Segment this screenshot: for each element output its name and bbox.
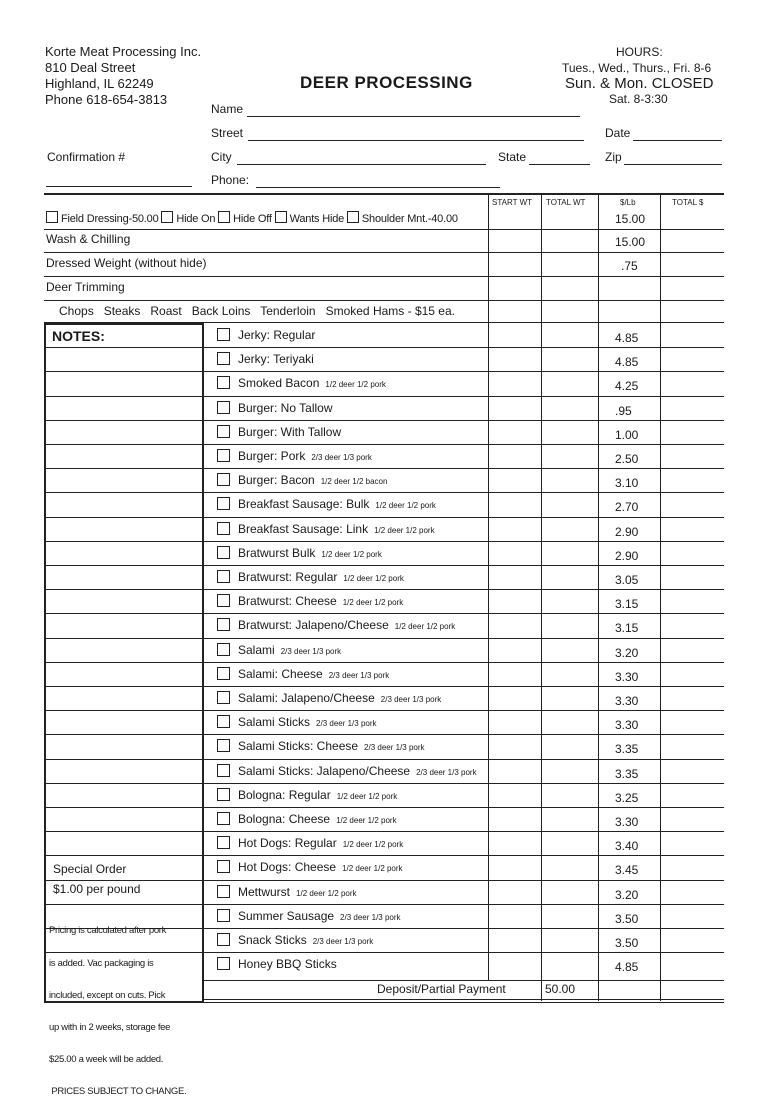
row-rule bbox=[44, 638, 724, 639]
product-name: Salami: Cheese bbox=[238, 666, 323, 681]
product-label bbox=[238, 473, 387, 487]
table-bottom-rule bbox=[202, 999, 724, 1000]
product-label bbox=[238, 885, 357, 899]
product-checkbox[interactable] bbox=[217, 788, 230, 801]
row-rule bbox=[44, 589, 724, 590]
product-name: Salami Sticks: Cheese bbox=[238, 739, 359, 754]
product-checkbox[interactable] bbox=[217, 352, 230, 365]
product-ratio-note: 1/2 deer 1/2 pork bbox=[325, 380, 386, 390]
wash-chilling-label: Wash & Chilling bbox=[46, 232, 131, 246]
fine-print-line: Pricing is calculated after pork bbox=[49, 925, 167, 937]
product-price: 3.30 bbox=[615, 669, 639, 684]
product-checkbox[interactable] bbox=[217, 328, 230, 341]
product-checkbox[interactable] bbox=[217, 570, 230, 583]
product-price: 3.30 bbox=[615, 694, 639, 708]
product-ratio-note: 2/3 deer 1/3 pork bbox=[311, 453, 372, 462]
row-rule bbox=[44, 492, 724, 493]
row-rule bbox=[44, 662, 724, 663]
zip-field[interactable] bbox=[624, 152, 722, 165]
product-name: Burger: Bacon bbox=[238, 473, 315, 488]
product-label bbox=[238, 957, 337, 971]
row-rule bbox=[44, 759, 724, 760]
product-ratio-note: 1/2 deer 1/2 pork bbox=[374, 525, 435, 535]
product-label bbox=[238, 812, 397, 826]
page-title: DEER PROCESSING bbox=[300, 73, 473, 92]
product-label bbox=[238, 328, 315, 342]
product-price: 1.00 bbox=[615, 427, 639, 442]
product-price: 2.70 bbox=[615, 500, 639, 515]
product-checkbox[interactable] bbox=[217, 764, 230, 777]
product-ratio-note: 1/2 deer 1/2 pork bbox=[343, 574, 404, 583]
product-name: Smoked Bacon bbox=[238, 376, 320, 391]
product-price: 3.30 bbox=[615, 718, 639, 733]
fine-print-line: is added. Vac packaging is bbox=[49, 957, 154, 969]
product-checkbox[interactable] bbox=[217, 473, 230, 486]
city-label: City bbox=[211, 150, 232, 164]
product-name: Jerky: Teriyaki bbox=[238, 352, 314, 367]
product-checkbox[interactable] bbox=[217, 836, 230, 849]
product-name: Breakfast Sausage: Bulk bbox=[238, 497, 370, 512]
hide-on-checkbox[interactable] bbox=[161, 211, 173, 223]
table-bottom-double-rule bbox=[202, 1002, 724, 1003]
row-rule bbox=[44, 831, 724, 832]
product-label bbox=[238, 570, 404, 584]
special-order-rate: $1.00 per pound bbox=[53, 882, 141, 896]
product-label bbox=[238, 788, 397, 802]
product-checkbox[interactable] bbox=[217, 618, 230, 631]
product-ratio-note: 2/3 deer 1/3 pork bbox=[380, 695, 442, 704]
product-checkbox[interactable] bbox=[217, 933, 230, 946]
row-rule bbox=[44, 880, 724, 881]
hours-closed: Sun. & Mon. CLOSED bbox=[565, 75, 714, 92]
row-rule bbox=[44, 444, 724, 445]
product-checkbox[interactable] bbox=[217, 522, 230, 535]
product-name: Bratwurst: Regular bbox=[238, 570, 338, 584]
confirmation-label: Confirmation # bbox=[47, 150, 126, 164]
product-price: 3.15 bbox=[615, 621, 639, 636]
product-name: Salami: Jalapeno/Cheese bbox=[238, 691, 375, 705]
row-rule bbox=[44, 783, 724, 784]
product-price: 3.25 bbox=[615, 790, 639, 805]
product-checkbox[interactable] bbox=[217, 739, 230, 752]
state-label: State bbox=[498, 150, 527, 164]
product-checkbox[interactable] bbox=[217, 425, 230, 438]
product-checkbox[interactable] bbox=[217, 401, 230, 414]
service-option-label: Shoulder Mnt.-40.00 bbox=[361, 213, 458, 225]
header-per-lb: $/Lb bbox=[620, 198, 636, 207]
product-name: Jerky: Regular bbox=[238, 328, 316, 342]
product-name: Burger: No Tallow bbox=[238, 400, 333, 415]
product-price: 4.85 bbox=[615, 331, 639, 345]
product-label bbox=[238, 618, 455, 632]
product-label bbox=[238, 715, 377, 729]
product-ratio-note: 1/2 deer 1/2 pork bbox=[342, 864, 403, 874]
product-name: Breakfast Sausage: Link bbox=[238, 521, 369, 536]
fine-print-line: up with in 2 weeks, storage fee bbox=[49, 1021, 171, 1033]
product-price: .95 bbox=[615, 403, 632, 418]
field-dressing-checkbox[interactable] bbox=[46, 211, 58, 223]
row-rule bbox=[44, 276, 724, 277]
product-ratio-note: 1/2 deer 1/2 bacon bbox=[320, 477, 388, 487]
row-rule bbox=[44, 300, 724, 301]
product-label bbox=[238, 376, 386, 390]
product-ratio-note: 1/2 deer 1/2 pork bbox=[336, 791, 398, 801]
row-rule bbox=[44, 710, 724, 711]
product-checkbox[interactable] bbox=[217, 643, 230, 656]
service-option-label: Field Dressing-50.00 bbox=[61, 213, 159, 225]
notes-box[interactable] bbox=[44, 323, 204, 1003]
state-field[interactable] bbox=[529, 152, 590, 165]
product-price: 3.35 bbox=[615, 742, 639, 757]
product-price: 2.90 bbox=[615, 548, 639, 563]
row-rule bbox=[44, 541, 724, 542]
product-name: Salami bbox=[238, 642, 275, 657]
product-checkbox[interactable] bbox=[217, 667, 230, 680]
product-label bbox=[238, 352, 314, 366]
hours-saturday: Sat. 8-3:30 bbox=[609, 92, 668, 106]
product-name: Hot Dogs: Regular bbox=[238, 836, 337, 851]
product-price: 4.25 bbox=[615, 379, 639, 394]
product-ratio-note: 1/2 deer 1/2 pork bbox=[375, 501, 436, 511]
special-order-label: Special Order bbox=[53, 862, 127, 876]
row-rule bbox=[44, 229, 724, 230]
product-name: Salami Sticks bbox=[238, 715, 311, 730]
header-start-wt: START WT bbox=[492, 198, 532, 207]
product-name: Honey BBQ Sticks bbox=[238, 957, 337, 972]
product-label bbox=[238, 691, 441, 705]
header-total-wt: TOTAL WT bbox=[546, 198, 586, 207]
phone-field[interactable] bbox=[256, 175, 500, 188]
service-option-label: Hide On bbox=[176, 213, 216, 225]
product-label bbox=[238, 739, 425, 753]
row-rule bbox=[44, 734, 724, 735]
product-name: Hot Dogs: Cheese bbox=[238, 860, 337, 875]
product-name: Salami Sticks: Jalapeno/Cheese bbox=[238, 763, 411, 778]
product-ratio-note: 1/2 deer 1/2 pork bbox=[336, 816, 397, 825]
product-checkbox[interactable] bbox=[217, 715, 230, 728]
product-label bbox=[238, 643, 341, 657]
product-label bbox=[238, 909, 401, 923]
product-label bbox=[238, 497, 436, 511]
product-checkbox[interactable] bbox=[217, 691, 230, 704]
fine-print bbox=[49, 905, 199, 1108]
dressed-weight-label: Dressed Weight (without hide) bbox=[46, 256, 207, 270]
product-price: 3.10 bbox=[615, 476, 639, 491]
product-ratio-note: 1/2 deer 1/2 pork bbox=[296, 888, 357, 898]
product-name: Bologna: Regular bbox=[238, 787, 331, 802]
row-rule bbox=[44, 347, 724, 348]
product-price: 3.35 bbox=[615, 766, 639, 781]
hide-off-checkbox[interactable] bbox=[218, 211, 230, 223]
hours-label: HOURS: bbox=[616, 45, 663, 59]
product-checkbox[interactable] bbox=[217, 497, 230, 510]
row-rule bbox=[44, 396, 724, 397]
wants-hide-checkbox[interactable] bbox=[275, 211, 287, 223]
company-phone: Phone 618-654-3813 bbox=[45, 92, 168, 107]
product-label bbox=[238, 522, 435, 536]
date-field[interactable] bbox=[633, 128, 722, 141]
row-rule bbox=[44, 371, 724, 372]
product-price: 2.50 bbox=[615, 452, 639, 466]
table-top-rule bbox=[44, 193, 724, 195]
product-name: Bratwurst: Cheese bbox=[238, 594, 337, 609]
product-price: 3.50 bbox=[615, 911, 639, 926]
product-ratio-note: 1/2 deer 1/2 pork bbox=[342, 840, 404, 850]
product-name: Burger: Pork bbox=[238, 449, 306, 463]
product-ratio-note: 2/3 deer 1/3 pork bbox=[416, 767, 477, 777]
product-ratio-note: 2/3 deer 1/3 pork bbox=[316, 719, 377, 729]
fine-print-line: included, except on cuts. Pick bbox=[49, 989, 166, 1001]
company-city: Highland, IL 62249 bbox=[45, 76, 154, 91]
shoulder-mount-checkbox[interactable] bbox=[347, 211, 359, 223]
product-label bbox=[238, 401, 333, 415]
product-label bbox=[238, 667, 389, 681]
product-price: 3.50 bbox=[615, 936, 639, 950]
deer-trimming-label: Deer Trimming bbox=[46, 280, 125, 294]
product-name: Burger: With Tallow bbox=[238, 424, 342, 439]
phone-label: Phone: bbox=[211, 173, 250, 187]
service-option-label: Wants Hide bbox=[289, 213, 345, 225]
dressed-weight-price: .75 bbox=[621, 259, 638, 273]
product-checkbox[interactable] bbox=[217, 546, 230, 559]
product-checkbox[interactable] bbox=[217, 885, 230, 898]
deposit-amount: 50.00 bbox=[545, 982, 576, 996]
product-ratio-note: 2/3 deer 1/3 pork bbox=[328, 670, 390, 680]
col-divider-start bbox=[488, 195, 489, 981]
row-rule bbox=[44, 855, 724, 856]
product-ratio-note: 1/2 deer 1/2 pork bbox=[394, 622, 456, 632]
cuts-label: Chops Steaks Roast Back Loins Tenderloin Smoked Hams - $15 ea. bbox=[59, 304, 455, 318]
product-price: 2.90 bbox=[615, 524, 639, 539]
product-price: 4.85 bbox=[615, 355, 639, 370]
deposit-label: Deposit/Partial Payment bbox=[377, 982, 506, 996]
field-dressing-price: 15.00 bbox=[615, 212, 646, 226]
header-total-dollars: TOTAL $ bbox=[672, 198, 704, 207]
product-label bbox=[238, 594, 403, 608]
wash-chilling-price: 15.00 bbox=[615, 235, 646, 249]
product-label bbox=[238, 449, 372, 463]
product-checkbox[interactable] bbox=[217, 594, 230, 607]
name-field[interactable] bbox=[247, 104, 580, 117]
product-checkbox[interactable] bbox=[217, 376, 230, 389]
fine-print-line: PRICES SUBJECT TO CHANGE. bbox=[49, 1085, 187, 1097]
product-checkbox[interactable] bbox=[217, 957, 230, 970]
product-ratio-note: 2/3 deer 1/3 pork bbox=[340, 912, 401, 922]
product-price: 3.20 bbox=[615, 887, 639, 902]
product-ratio-note: 2/3 deer 1/3 pork bbox=[312, 937, 374, 946]
row-rule bbox=[44, 565, 724, 566]
zip-label: Zip bbox=[605, 150, 622, 164]
confirmation-field[interactable] bbox=[46, 174, 192, 187]
product-name: Bratwurst: Jalapeno/Cheese bbox=[238, 618, 389, 633]
fine-print-line: $25.00 a week will be added. bbox=[49, 1053, 164, 1065]
product-label bbox=[238, 836, 403, 850]
product-checkbox[interactable] bbox=[217, 909, 230, 922]
street-label: Street bbox=[211, 126, 244, 140]
product-label bbox=[238, 860, 403, 874]
product-label bbox=[238, 933, 373, 947]
product-name: Bratwurst Bulk bbox=[238, 545, 316, 560]
row-rule bbox=[44, 252, 724, 253]
product-checkbox[interactable] bbox=[217, 449, 230, 462]
street-field[interactable] bbox=[248, 128, 584, 141]
row-rule bbox=[44, 420, 724, 421]
row-rule bbox=[44, 517, 724, 518]
company-street: 810 Deal Street bbox=[45, 60, 136, 75]
product-label bbox=[238, 764, 477, 778]
product-ratio-note: 2/3 deer 1/3 pork bbox=[280, 646, 342, 656]
product-price: 3.20 bbox=[615, 645, 639, 660]
date-label: Date bbox=[605, 126, 631, 140]
product-name: Bologna: Cheese bbox=[238, 812, 331, 826]
product-label bbox=[238, 546, 382, 560]
product-name: Snack Sticks bbox=[238, 933, 307, 947]
company-name: Korte Meat Processing Inc. bbox=[45, 44, 202, 59]
product-price: 4.85 bbox=[615, 960, 639, 975]
product-price: 3.45 bbox=[615, 863, 639, 878]
product-price: 3.15 bbox=[615, 597, 639, 612]
product-ratio-note: 1/2 deer 1/2 pork bbox=[321, 549, 382, 559]
product-checkbox[interactable] bbox=[217, 860, 230, 873]
name-label: Name bbox=[211, 102, 244, 116]
notes-label: NOTES: bbox=[52, 328, 105, 344]
service-options-row bbox=[46, 211, 458, 227]
hours-weekdays: Tues., Wed., Thurs., Fri. 8-6 bbox=[562, 61, 712, 75]
row-rule bbox=[44, 468, 724, 469]
product-price: 3.40 bbox=[615, 839, 639, 854]
product-label bbox=[238, 425, 341, 439]
row-rule bbox=[44, 807, 724, 808]
product-name: Summer Sausage bbox=[238, 908, 335, 923]
product-name: Mettwurst bbox=[238, 884, 291, 899]
service-option-label: Hide Off bbox=[233, 213, 272, 225]
product-checkbox[interactable] bbox=[217, 812, 230, 825]
product-ratio-note: 1/2 deer 1/2 pork bbox=[342, 598, 404, 608]
row-rule bbox=[44, 613, 724, 614]
city-field[interactable] bbox=[237, 152, 486, 165]
row-rule bbox=[202, 980, 724, 981]
product-price: 3.30 bbox=[615, 815, 639, 829]
product-ratio-note: 2/3 deer 1/3 pork bbox=[364, 743, 425, 753]
row-rule bbox=[44, 686, 724, 687]
product-price: 3.05 bbox=[615, 573, 639, 587]
